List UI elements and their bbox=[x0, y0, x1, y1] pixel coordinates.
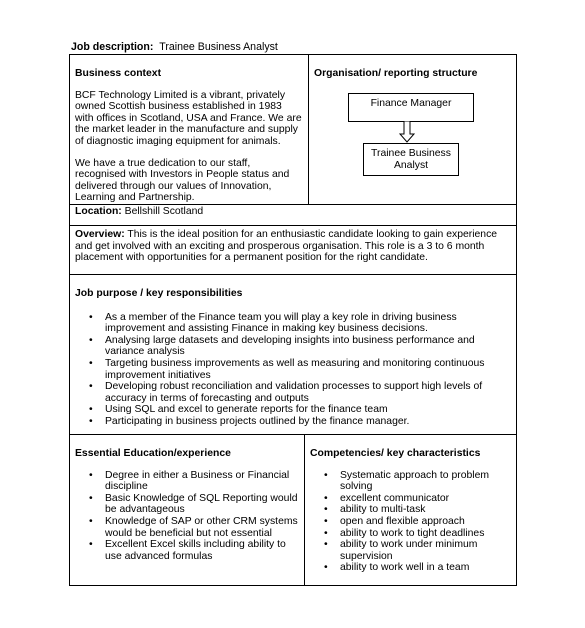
education-heading: Essential Education/experience bbox=[75, 448, 231, 459]
list-item: • ability to work under minimum supervision bbox=[310, 539, 513, 562]
document-title bbox=[71, 42, 278, 54]
list-item: • Systematic approach to problem solving bbox=[310, 470, 513, 493]
divider-after-location bbox=[69, 225, 517, 226]
divider-after-purpose bbox=[69, 434, 517, 435]
list-item: • Basic Knowledge of SQL Reporting would be advantageous bbox=[75, 493, 300, 516]
list-item: • open and flexible approach bbox=[310, 516, 513, 528]
org-box-finance-manager bbox=[348, 93, 474, 122]
list-item: • ability to work to tight deadlines bbox=[310, 528, 513, 540]
location-value: Bellshill Scotland bbox=[124, 206, 204, 217]
business-context-para1: BCF Technology Limited is a vibrant, privately owned Scottish business established in 1983 with offices in Scotland, USA and France. We are the market leader in the manufacture and supply of diagnostic imaging equipment for animals. bbox=[75, 89, 302, 147]
education-cell bbox=[75, 448, 300, 562]
location-cell bbox=[75, 206, 203, 218]
list-item: • Knowledge of SAP or other CRM systems would be beneficial but not essential bbox=[75, 516, 300, 539]
list-item: • Participating in business projects outlined by the finance manager. bbox=[75, 416, 513, 428]
list-item: • Developing robust reconciliation and validation processes to support high levels of accuracy in terms of forecasting and outputs bbox=[75, 381, 513, 404]
divider-vertical-top bbox=[308, 54, 309, 205]
title-value: Trainee Business Analyst bbox=[159, 41, 278, 53]
divider-after-overview bbox=[69, 274, 517, 275]
org-box-trainee-line2: Analyst bbox=[393, 159, 429, 171]
job-purpose-heading: Job purpose / key responsibilities bbox=[75, 288, 243, 299]
competencies-heading: Competencies/ key characteristics bbox=[310, 448, 481, 459]
education-list bbox=[75, 470, 300, 563]
list-item: • Analysing large datasets and developing insights into business performance and variance analysis bbox=[75, 335, 513, 358]
list-item: • excellent communicator bbox=[310, 493, 513, 505]
job-purpose-list bbox=[75, 312, 513, 428]
competencies-cell bbox=[310, 448, 513, 574]
business-context-heading: Business context bbox=[75, 68, 162, 79]
list-item: • Targeting business improvements as well as measuring and monitoring continuous improvement initiatives bbox=[75, 358, 513, 381]
location-label: Location: bbox=[75, 206, 122, 217]
overview-text: This is the ideal position for an enthusiastic candidate looking to gain experience and get involved with an exciting and prosperous organisation. This role is a 3 to 6 month placement with opportunities for a permanent position for the right candidate. bbox=[75, 229, 498, 264]
business-context-cell bbox=[75, 68, 303, 204]
list-item: • Degree in either a Business or Financial discipline bbox=[75, 470, 300, 493]
list-item: • Using SQL and excel to generate reports for the finance team bbox=[75, 404, 513, 416]
business-context-para2: We have a true dedication to our staff, recognised with Investors in People status and delivered through our values of Innovation, Learning and Partnership. bbox=[75, 157, 290, 204]
overview-label: Overview: bbox=[75, 229, 125, 240]
org-structure-heading: Organisation/ reporting structure bbox=[314, 68, 478, 79]
divider-vertical-bottom bbox=[304, 434, 305, 586]
divider-after-context bbox=[69, 204, 517, 205]
title-label: Job description: bbox=[71, 41, 154, 53]
org-box-trainee-line1: Trainee Business bbox=[371, 148, 451, 159]
org-box-trainee-analyst bbox=[363, 143, 459, 176]
list-item: • ability to multi-task bbox=[310, 504, 513, 516]
list-item: • ability to work well in a team bbox=[310, 562, 513, 574]
list-item: • Excellent Excel skills including ability to use advanced formulas bbox=[75, 539, 300, 562]
org-box-finance-manager-label: Finance Manager bbox=[370, 98, 452, 109]
overview-cell bbox=[75, 229, 513, 264]
list-item: • As a member of the Finance team you will play a key role in driving business improvement and assisting Finance in making key business decisions. bbox=[75, 312, 513, 335]
job-purpose-cell bbox=[75, 288, 513, 428]
reporting-arrow-icon bbox=[399, 121, 415, 143]
competencies-list bbox=[310, 470, 513, 574]
